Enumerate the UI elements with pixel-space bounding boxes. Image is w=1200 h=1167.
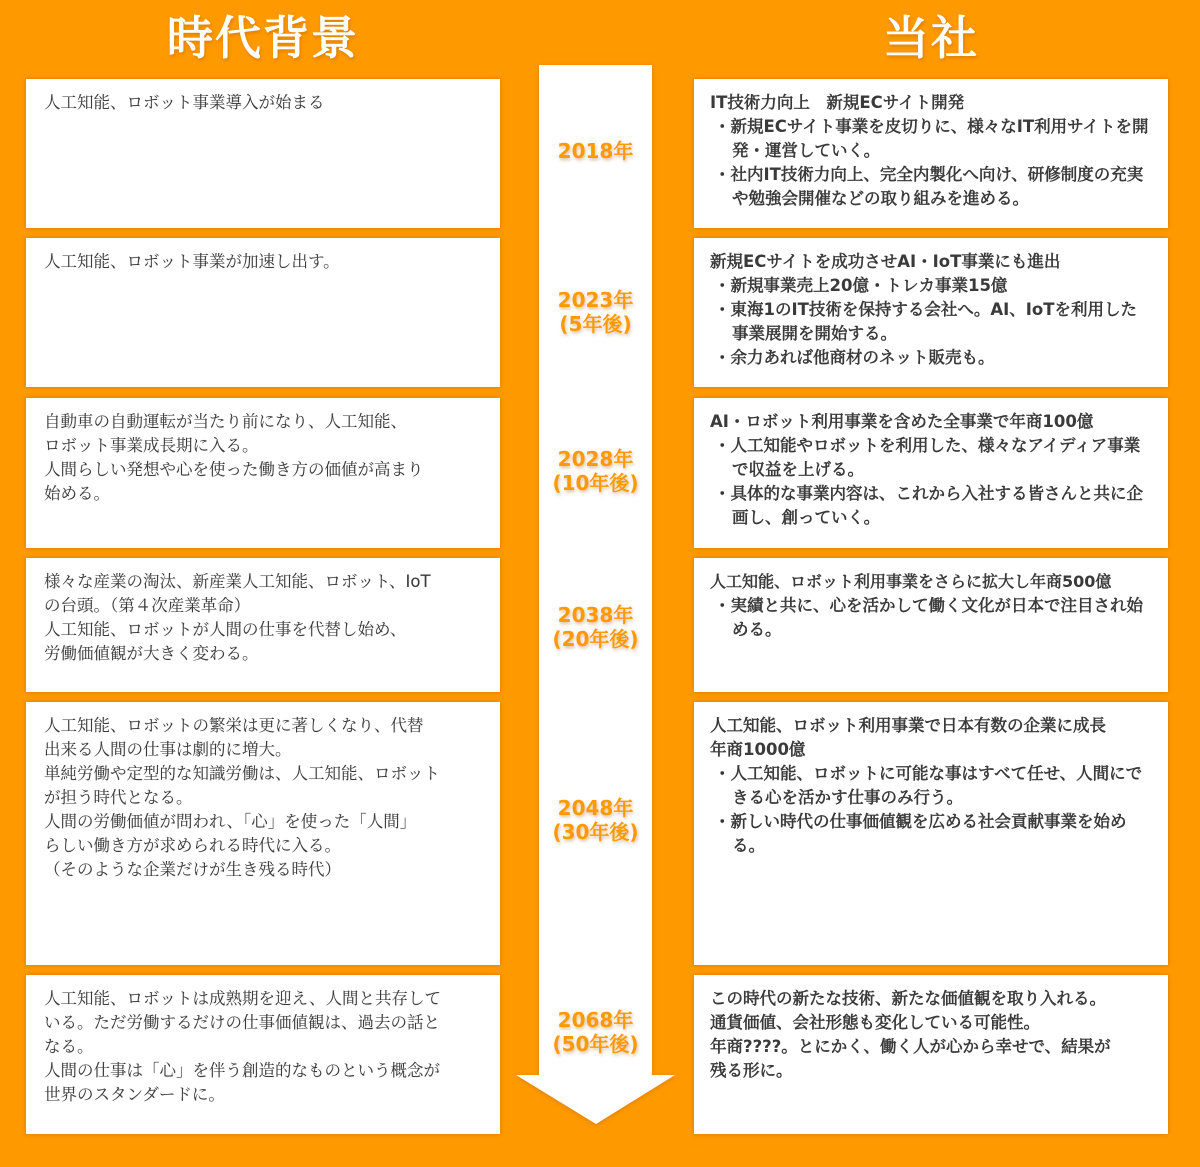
era-background-card-2023: [26, 238, 500, 387]
company-bullet: ・新規事業売上20億・トレカ事業15億: [714, 276, 1008, 295]
year-value: 2038年: [557, 603, 634, 627]
era-text: 様々な産業の淘汰、新産業人工知能、ロボット、IoT: [44, 572, 431, 591]
header-era-background: 時代背景: [167, 11, 359, 65]
era-text: ロボット事業成長期に入る。: [44, 436, 259, 455]
era-background-card-2068: [26, 975, 500, 1134]
era-background-card-2038: [26, 558, 500, 692]
year-value: 2018年: [557, 139, 634, 163]
era-text: なる。: [44, 1037, 94, 1056]
company-bullet: ・具体的な事業内容は、これから入社する皆さんと共に企画し、創っていく。: [714, 484, 1143, 527]
year-label-2028: [539, 447, 652, 495]
company-heading: 人工知能、ロボット利用事業をさらに拡大し年商500億: [710, 572, 1112, 591]
company-bullet: ・人工知能やロボットを利用した、様々なアイディア事業で収益を上げる。: [714, 436, 1141, 479]
year-value: 2023年: [557, 288, 634, 312]
era-text: （そのような企業だけが生き残る時代）: [44, 860, 341, 879]
company-heading: 人工知能、ロボット利用事業で日本有数の企業に成長: [710, 716, 1106, 735]
company-bullet: ・実績と共に、心を活かして働く文化が日本で注目され始める。: [714, 596, 1143, 639]
company-heading: 通貨価値、会社形態も変化している可能性。: [710, 1013, 1040, 1032]
year-label-2023: [539, 288, 652, 336]
era-text: 人工知能、ロボットの繁栄は更に著しくなり、代替: [44, 716, 424, 735]
year-label-2018: [539, 139, 652, 163]
year-label-2048: [539, 796, 652, 844]
company-bullet: ・社内IT技術力向上、完全内製化へ向け、研修制度の充実や勉強会開催などの取り組みを進める。: [714, 165, 1144, 208]
company-card-2038: [694, 558, 1168, 692]
company-card-2048: [694, 702, 1168, 965]
year-value: 2068年: [557, 1008, 634, 1032]
era-background-card-2018: [26, 79, 500, 228]
year-offset: (30年後): [552, 820, 639, 844]
company-heading: 新規ECサイトを成功させAI・IoT事業にも進出: [710, 252, 1061, 271]
era-background-card-2048: [26, 702, 500, 965]
era-background-card-2028: [26, 398, 500, 548]
era-text: 人工知能、ロボット事業導入が始まる: [44, 93, 325, 112]
year-offset: (5年後): [559, 312, 632, 336]
year-offset: (20年後): [552, 627, 639, 651]
company-card-2068: [694, 975, 1168, 1134]
company-heading: AI・ロボット利用事業を含めた全事業で年商100億: [710, 412, 1094, 431]
company-heading: この時代の新たな技術、新たな価値観を取り入れる。: [710, 989, 1106, 1008]
company-card-2028: [694, 398, 1168, 548]
company-bullet: ・余力あれば他商材のネット販売も。: [714, 348, 995, 367]
era-text: の台頭。（第４次産業革命）: [44, 596, 251, 615]
era-text: らしい働き方が求められる時代に入る。: [44, 836, 341, 855]
header-our-company: 当社: [883, 11, 979, 65]
company-heading: 年商????。とにかく、働く人が心から幸せで、結果が: [710, 1037, 1111, 1056]
year-label-2068: [539, 1008, 652, 1056]
era-text: いる。ただ労働するだけの仕事価値観は、過去の話と: [44, 1013, 440, 1032]
era-text: 人工知能、ロボットは成熟期を迎え、人間と共存して: [44, 989, 441, 1008]
company-bullet: ・東海1のIT技術を保持する会社へ。AI、IoTを利用した事業展開を開始する。: [714, 300, 1138, 343]
era-text: 自動車の自動運転が当たり前になり、人工知能、: [44, 412, 407, 431]
year-offset: (10年後): [552, 471, 639, 495]
era-text: 始める。: [44, 484, 110, 503]
era-text: が担う時代となる。: [44, 788, 193, 807]
company-card-2023: [694, 238, 1168, 387]
era-text: 単純労働や定型的な知識労働は、人工知能、ロボット: [44, 764, 440, 783]
era-text: 世界のスタンダードに。: [44, 1085, 225, 1104]
year-value: 2048年: [557, 796, 634, 820]
era-text: 人工知能、ロボット事業が加速し出す。: [44, 252, 340, 271]
era-text: 人工知能、ロボットが人間の仕事を代替し始め、: [44, 620, 407, 639]
era-text: 人間らしい発想や心を使った働き方の価値が高まり: [44, 460, 424, 479]
company-heading: IT技術力向上 新規ECサイト開発: [710, 93, 965, 112]
company-bullet: ・新しい時代の仕事価値観を広める社会貢献事業を始める。: [714, 812, 1127, 855]
era-text: 出来る人間の仕事は劇的に増大。: [44, 740, 292, 759]
year-value: 2028年: [557, 447, 634, 471]
company-bullet: ・人工知能、ロボットに可能な事はすべて任せ、人間にできる心を活かす仕事のみ行う。: [714, 764, 1143, 807]
company-bullet: ・新規ECサイト事業を皮切りに、様々なIT利用サイトを開発・運営していく。: [714, 117, 1149, 160]
company-card-2018: [694, 79, 1168, 228]
company-heading: 残る形に。: [710, 1061, 793, 1080]
era-text: 人間の労働価値が問われ、「心」を使った「人間」: [44, 812, 417, 831]
era-text: 人間の仕事は「心」を伴う創造的なものという概念が: [44, 1061, 440, 1080]
year-offset: (50年後): [552, 1032, 639, 1056]
company-heading: 年商1000億: [710, 740, 806, 759]
year-label-2038: [539, 603, 652, 651]
era-text: 労働価値観が大きく変わる。: [44, 644, 259, 663]
